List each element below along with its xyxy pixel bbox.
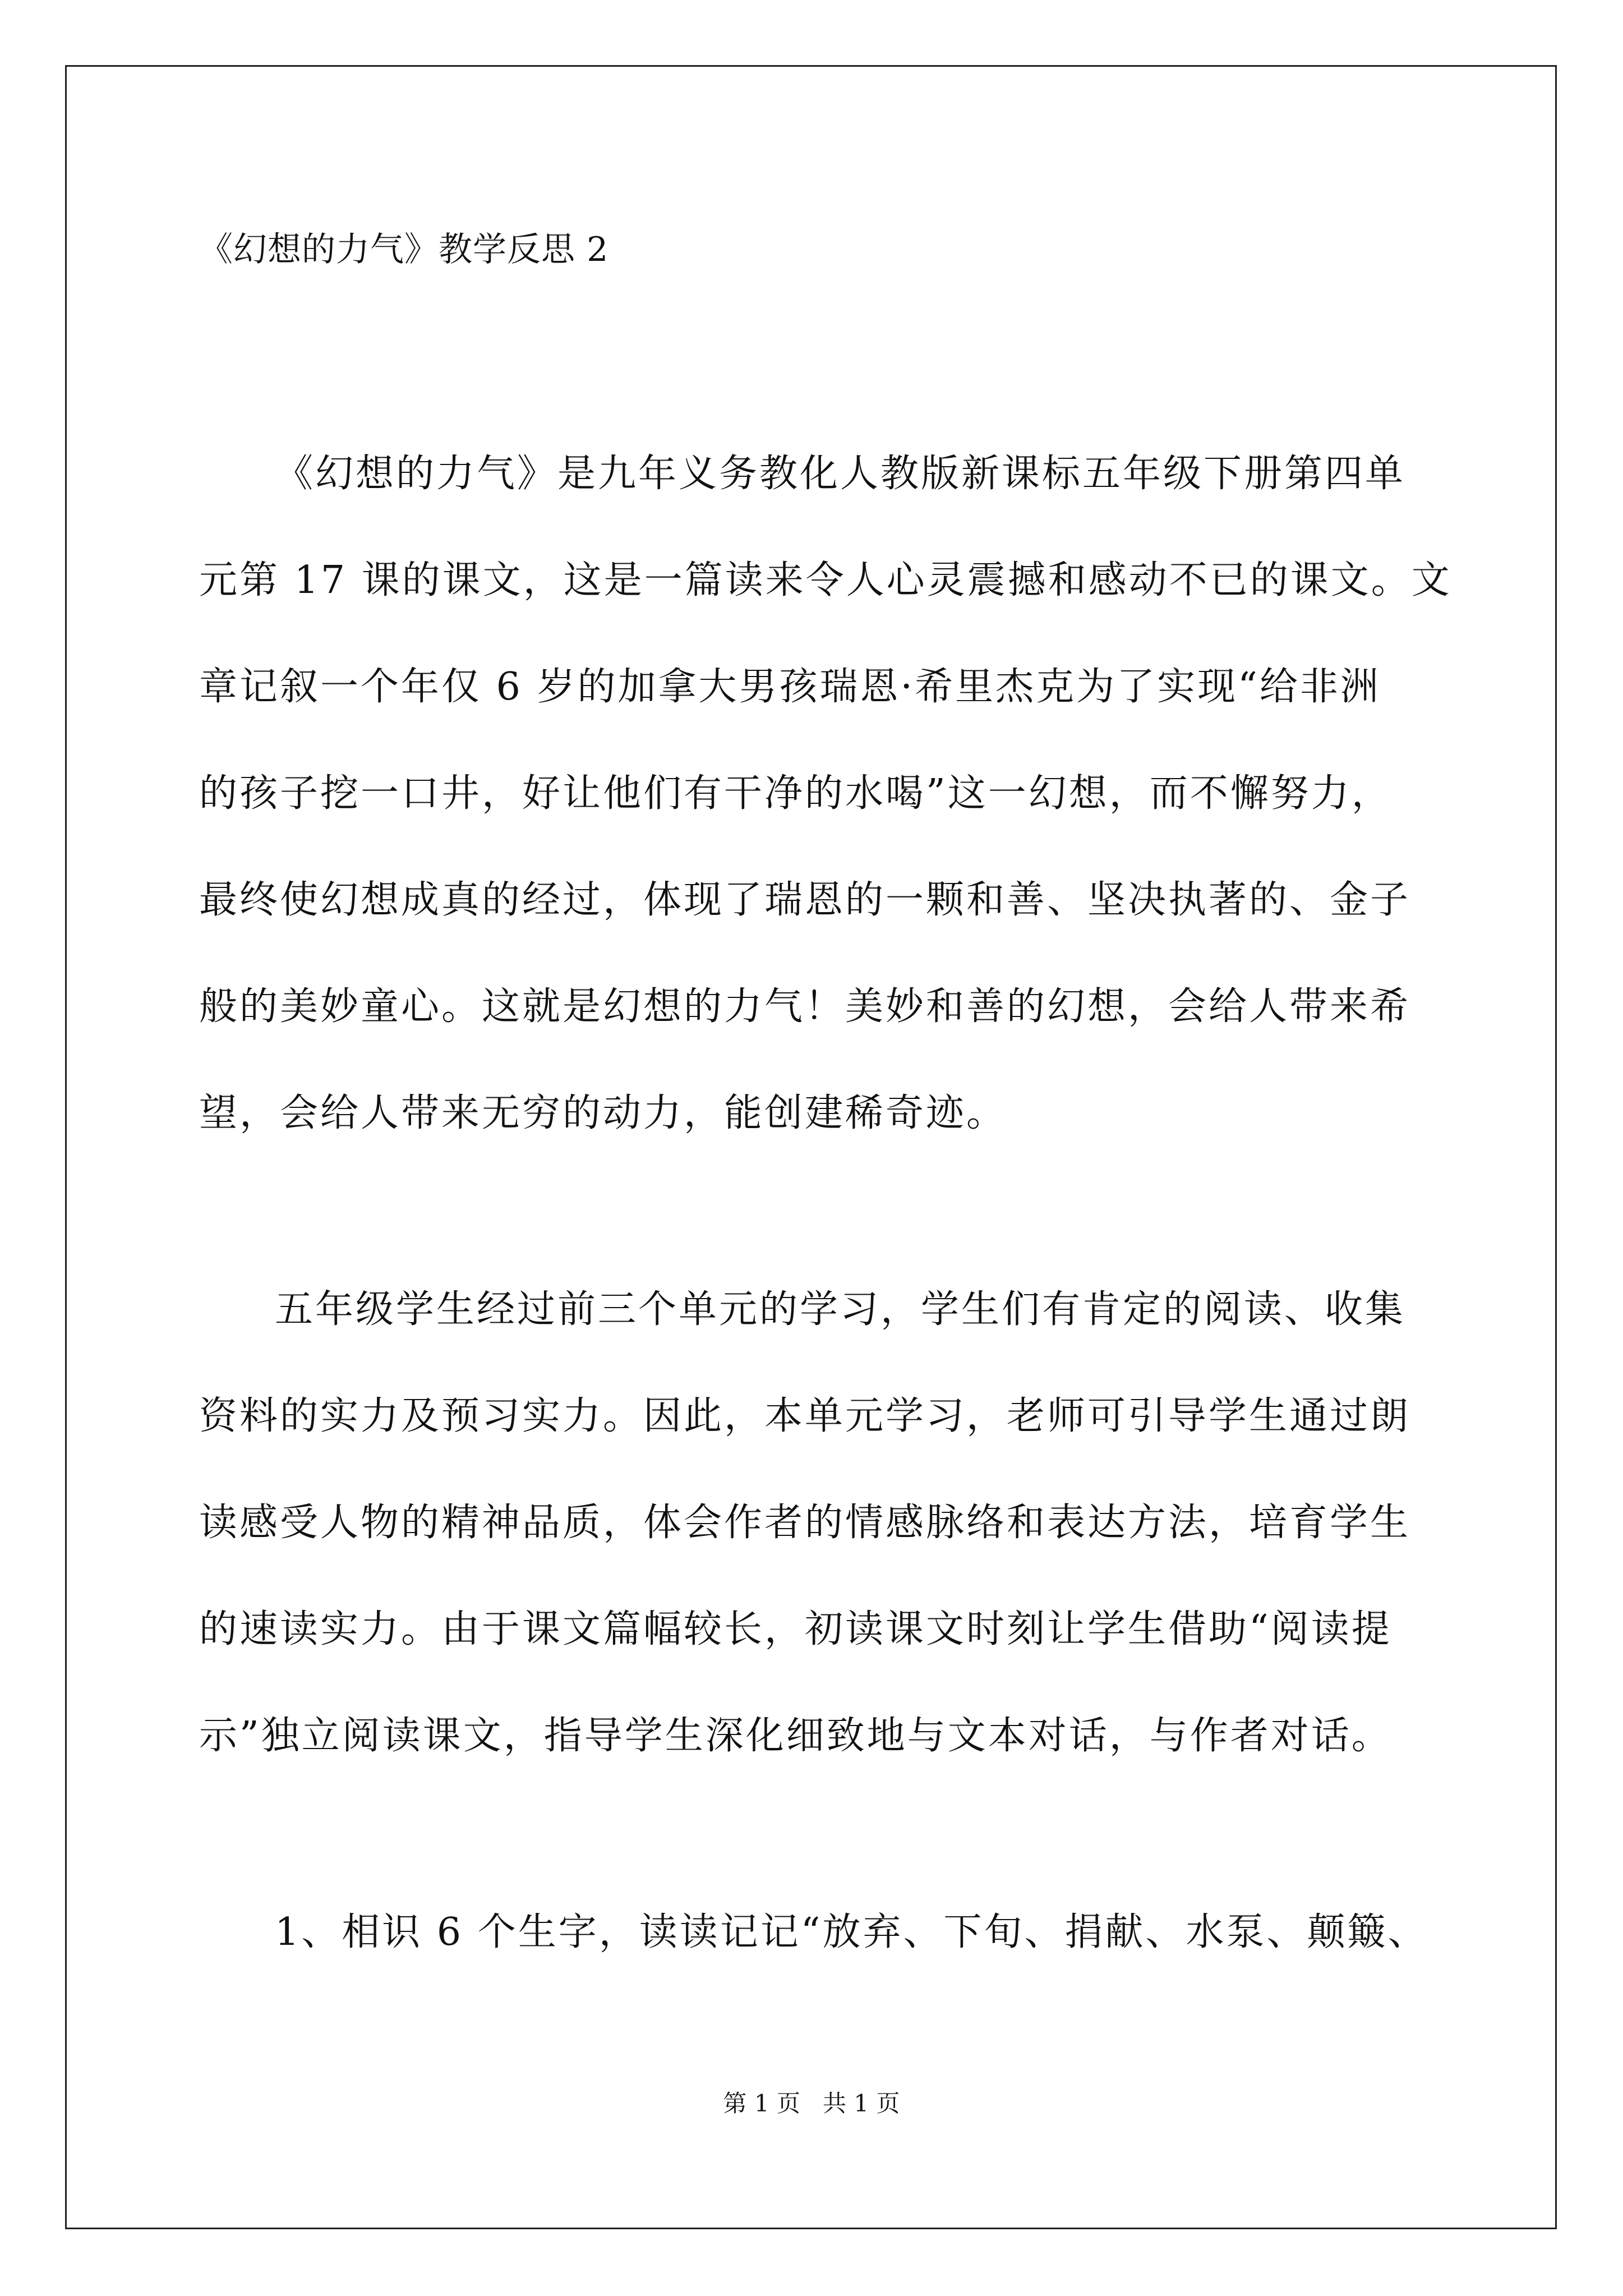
paragraph-line: 望，会给人带来无穷的动力，能创建稀奇迹。 [199, 1091, 1007, 1135]
paragraph-line: 读感受人物的精神品质，体会作者的情感脉络和表达方法，培育学生 [199, 1501, 1411, 1545]
paragraph-line: 般的美妙童心。这就是幻想的力气！美妙和善的幻想，会给人带来希 [199, 984, 1411, 1029]
paragraph-line: 五年级学生经过前三个单元的学习，学生们有肯定的阅读、收集 [275, 1287, 1406, 1332]
paragraph-line: 资料的实力及预习实力。因此，本单元学习，老师可引导学生通过朗 [199, 1394, 1411, 1438]
paragraph-line: 最终使幻想成真的经过，体现了瑞恩的一颗和善、坚决执著的、金子 [199, 878, 1411, 922]
paragraph-line: 元第 17 课的课文，这是一篇读来令人心灵震撼和感动不已的课文。文 [199, 558, 1452, 602]
paragraph-line: 的速读实力。由于课文篇幅较长，初读课文时刻让学生借助“阅读提 [199, 1607, 1392, 1651]
paragraph-line: 《幻想的力气》是九年义务教化人教版新课标五年级下册第四单 [275, 452, 1406, 496]
paragraph-line: 1、相识 6 个生字，读读记记“放弃、下旬、捐献、水泵、颠簸、 [275, 1910, 1428, 1954]
paragraph-line: 示”独立阅读课文，指导学生深化细致地与文本对话，与作者对话。 [199, 1714, 1392, 1758]
paragraph-line: 的孩子挖一口井，好让他们有干净的水喝”这一幻想，而不懈努力， [199, 771, 1392, 816]
page-footer: 第 1 页 共 1 页 [723, 2090, 900, 2117]
paragraph-line: 章记叙一个年仅 6 岁的加拿大男孩瑞恩·希里杰克为了实现“给非洲 [199, 665, 1381, 709]
document-title: 《幻想的力气》教学反思 2 [199, 230, 609, 269]
